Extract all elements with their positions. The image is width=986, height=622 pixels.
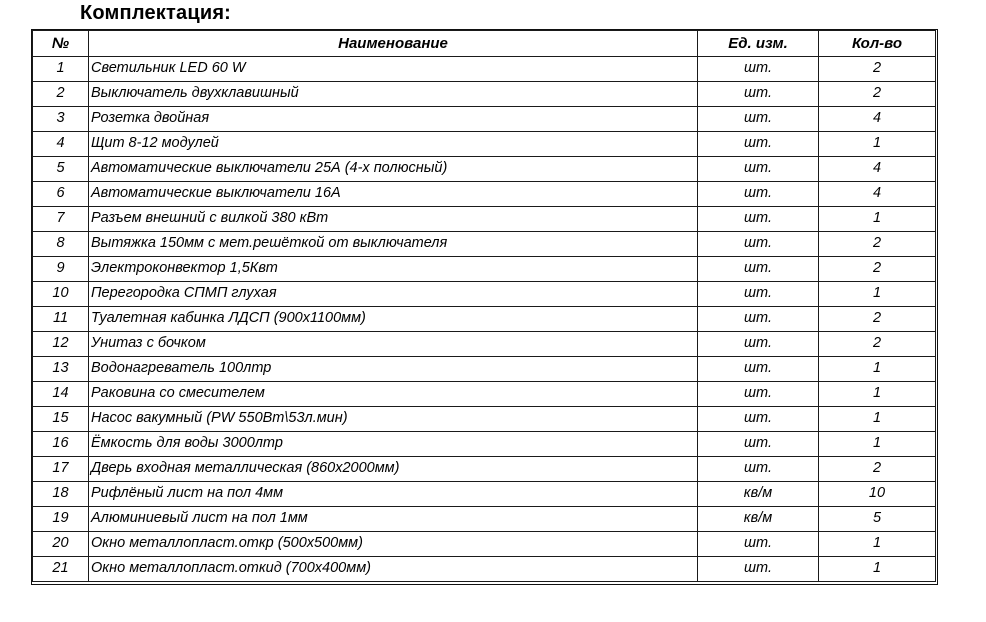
table-row bbox=[33, 232, 936, 257]
column-header-number: № bbox=[33, 31, 89, 57]
cell-number: 18 bbox=[33, 482, 89, 507]
specification-table bbox=[32, 30, 936, 582]
cell-name: Раковина со смесителем bbox=[89, 382, 698, 407]
cell-name: Светильник LED 60 W bbox=[89, 57, 698, 82]
cell-quantity: 2 bbox=[819, 82, 936, 107]
cell-name: Вытяжка 150мм с мет.решёткой от выключателя bbox=[89, 232, 698, 257]
cell-quantity: 1 bbox=[819, 357, 936, 382]
cell-unit: шт. bbox=[698, 307, 819, 332]
cell-number: 14 bbox=[33, 382, 89, 407]
cell-name: Алюминиевый лист на пол 1мм bbox=[89, 507, 698, 532]
cell-name: Рифлёный лист на пол 4мм bbox=[89, 482, 698, 507]
cell-name: Туалетная кабинка ЛДСП (900х1100мм) bbox=[89, 307, 698, 332]
table-row bbox=[33, 207, 936, 232]
cell-name: Автоматические выключатели 16А bbox=[89, 182, 698, 207]
cell-quantity: 1 bbox=[819, 557, 936, 582]
table-header bbox=[33, 31, 936, 57]
table-row bbox=[33, 332, 936, 357]
table-row bbox=[33, 482, 936, 507]
table-row bbox=[33, 132, 936, 157]
cell-name: Окно металлопласт.откр (500х500мм) bbox=[89, 532, 698, 557]
column-header-quantity: Кол-во bbox=[819, 31, 936, 57]
cell-name: Водонагреватель 100лтр bbox=[89, 357, 698, 382]
table-row bbox=[33, 407, 936, 432]
cell-quantity: 4 bbox=[819, 157, 936, 182]
table-row bbox=[33, 532, 936, 557]
cell-number: 6 bbox=[33, 182, 89, 207]
page-title: Комплектация: bbox=[80, 2, 232, 24]
cell-number: 21 bbox=[33, 557, 89, 582]
table-row bbox=[33, 307, 936, 332]
cell-unit: шт. bbox=[698, 557, 819, 582]
cell-number: 3 bbox=[33, 107, 89, 132]
specification-table-wrapper bbox=[32, 30, 935, 582]
cell-number: 10 bbox=[33, 282, 89, 307]
column-header-name: Наименование bbox=[89, 31, 698, 57]
cell-number: 11 bbox=[33, 307, 89, 332]
cell-unit: шт. bbox=[698, 457, 819, 482]
cell-number: 8 bbox=[33, 232, 89, 257]
cell-quantity: 1 bbox=[819, 432, 936, 457]
cell-quantity: 2 bbox=[819, 307, 936, 332]
table-row bbox=[33, 557, 936, 582]
cell-unit: шт. bbox=[698, 432, 819, 457]
cell-number: 19 bbox=[33, 507, 89, 532]
cell-number: 15 bbox=[33, 407, 89, 432]
cell-number: 16 bbox=[33, 432, 89, 457]
cell-quantity: 2 bbox=[819, 332, 936, 357]
cell-unit: шт. bbox=[698, 207, 819, 232]
cell-unit: шт. bbox=[698, 357, 819, 382]
cell-unit: шт. bbox=[698, 282, 819, 307]
cell-quantity: 4 bbox=[819, 107, 936, 132]
cell-unit: шт. bbox=[698, 132, 819, 157]
cell-quantity: 2 bbox=[819, 232, 936, 257]
cell-unit: шт. bbox=[698, 332, 819, 357]
cell-quantity: 1 bbox=[819, 132, 936, 157]
cell-unit: шт. bbox=[698, 532, 819, 557]
table-row bbox=[33, 432, 936, 457]
cell-name: Унитаз с бочком bbox=[89, 332, 698, 357]
cell-unit: кв/м bbox=[698, 482, 819, 507]
cell-number: 1 bbox=[33, 57, 89, 82]
column-header-unit: Ед. изм. bbox=[698, 31, 819, 57]
cell-unit: шт. bbox=[698, 407, 819, 432]
cell-name: Розетка двойная bbox=[89, 107, 698, 132]
cell-quantity: 1 bbox=[819, 207, 936, 232]
cell-number: 7 bbox=[33, 207, 89, 232]
cell-name: Разъем внешний с вилкой 380 кВт bbox=[89, 207, 698, 232]
cell-unit: шт. bbox=[698, 57, 819, 82]
table-row bbox=[33, 282, 936, 307]
cell-unit: шт. bbox=[698, 82, 819, 107]
table-row bbox=[33, 257, 936, 282]
cell-name: Насос вакумный (PW 550Вт\53л.мин) bbox=[89, 407, 698, 432]
cell-quantity: 10 bbox=[819, 482, 936, 507]
cell-unit: шт. bbox=[698, 257, 819, 282]
cell-name: Щит 8-12 модулей bbox=[89, 132, 698, 157]
cell-number: 20 bbox=[33, 532, 89, 557]
table-row bbox=[33, 357, 936, 382]
cell-unit: шт. bbox=[698, 382, 819, 407]
cell-name: Ёмкость для воды 3000лтр bbox=[89, 432, 698, 457]
cell-quantity: 2 bbox=[819, 57, 936, 82]
cell-unit: шт. bbox=[698, 157, 819, 182]
cell-name: Выключатель двухклавишный bbox=[89, 82, 698, 107]
cell-name: Окно металлопласт.откид (700х400мм) bbox=[89, 557, 698, 582]
cell-number: 13 bbox=[33, 357, 89, 382]
cell-quantity: 1 bbox=[819, 382, 936, 407]
cell-unit: шт. bbox=[698, 182, 819, 207]
cell-quantity: 5 bbox=[819, 507, 936, 532]
cell-number: 4 bbox=[33, 132, 89, 157]
table-row bbox=[33, 57, 936, 82]
table-row bbox=[33, 107, 936, 132]
cell-quantity: 2 bbox=[819, 257, 936, 282]
cell-number: 12 bbox=[33, 332, 89, 357]
cell-name: Дверь входная металлическая (860х2000мм) bbox=[89, 457, 698, 482]
table-row bbox=[33, 182, 936, 207]
cell-quantity: 4 bbox=[819, 182, 936, 207]
cell-quantity: 1 bbox=[819, 282, 936, 307]
cell-quantity: 2 bbox=[819, 457, 936, 482]
cell-unit: шт. bbox=[698, 232, 819, 257]
cell-name: Электроконвектор 1,5Квт bbox=[89, 257, 698, 282]
cell-unit: кв/м bbox=[698, 507, 819, 532]
table-row bbox=[33, 507, 936, 532]
table-body bbox=[33, 57, 936, 582]
cell-number: 17 bbox=[33, 457, 89, 482]
cell-number: 9 bbox=[33, 257, 89, 282]
cell-name: Перегородка СПМП глухая bbox=[89, 282, 698, 307]
cell-unit: шт. bbox=[698, 107, 819, 132]
table-row bbox=[33, 82, 936, 107]
cell-name: Автоматические выключатели 25А (4-х полюсный) bbox=[89, 157, 698, 182]
table-row bbox=[33, 157, 936, 182]
cell-quantity: 1 bbox=[819, 532, 936, 557]
table-header-row bbox=[33, 31, 936, 57]
cell-number: 2 bbox=[33, 82, 89, 107]
table-row bbox=[33, 382, 936, 407]
table-row bbox=[33, 457, 936, 482]
cell-number: 5 bbox=[33, 157, 89, 182]
cell-quantity: 1 bbox=[819, 407, 936, 432]
